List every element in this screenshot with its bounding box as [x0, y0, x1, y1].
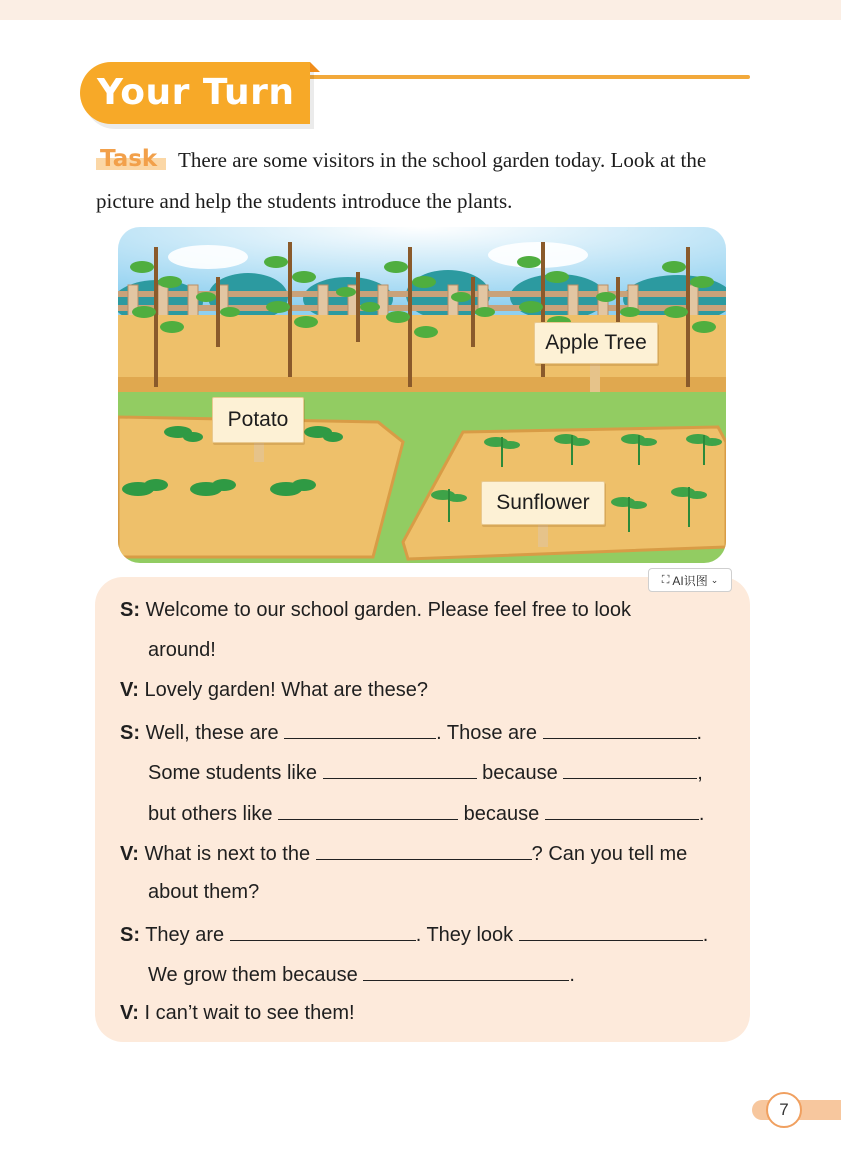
dialogue-text: because — [463, 803, 540, 825]
dialogue-line-6 — [148, 801, 704, 826]
dialogue-text: They are — [145, 924, 225, 946]
dialogue-text: . Those are — [436, 722, 537, 744]
dialogue-text: . — [698, 803, 705, 825]
answer-blank[interactable] — [316, 841, 532, 860]
dialogue-text: , — [697, 762, 703, 784]
garden-scene — [118, 227, 726, 563]
ai-recognize-button[interactable] — [648, 568, 732, 592]
answer-blank[interactable] — [284, 720, 436, 739]
speaker-label: S: — [120, 722, 140, 744]
heading-rule — [300, 75, 750, 79]
answer-blank[interactable] — [563, 760, 697, 779]
dialogue-line-3 — [120, 679, 428, 702]
speaker-label: V: — [120, 843, 139, 865]
task-instruction-line-2: picture and help the students introduce the plants. — [96, 189, 513, 213]
speaker-label: V: — [120, 679, 139, 701]
answer-blank[interactable] — [278, 801, 458, 820]
dialogue-text: . They look — [415, 924, 514, 946]
dialogue-text: Welcome to our school garden. Please feel free to look — [145, 599, 632, 621]
dialogue-line-9 — [120, 922, 708, 947]
dialogue-line-5 — [148, 760, 703, 785]
dialogue-text: ? Can you tell me — [531, 843, 688, 865]
dialogue-text: Some students like — [148, 762, 317, 784]
dialogue-text: Well, these are — [145, 722, 279, 744]
section-title: Your Turn — [97, 72, 295, 113]
dialogue-line-8 — [148, 881, 259, 904]
dialogue-line-4 — [120, 720, 702, 745]
dialogue-line-7 — [120, 841, 687, 866]
top-band — [0, 0, 841, 20]
dialogue-text: I can’t wait to see them! — [144, 1002, 355, 1024]
answer-blank[interactable] — [545, 801, 699, 820]
dialogue-line-10 — [148, 962, 575, 987]
speaker-label: S: — [120, 599, 140, 621]
dialogue-text: around! — [148, 639, 216, 661]
answer-blank[interactable] — [323, 760, 477, 779]
sign-apple-tree: Apple Tree — [534, 322, 658, 364]
dialogue-line-11 — [120, 1002, 355, 1025]
speaker-label: V: — [120, 1002, 139, 1024]
dialogue-text: We grow them because — [148, 964, 358, 986]
dialogue-text: about them? — [148, 881, 260, 903]
task-instruction-line-1: There are some visitors in the school garden today. Look at the — [178, 148, 707, 172]
dialogue-text: but others like — [148, 803, 273, 825]
dialogue-text: because — [482, 762, 558, 784]
task-tag — [96, 146, 166, 172]
answer-blank[interactable] — [230, 922, 416, 941]
dialogue-text: Lovely garden! What are these? — [144, 679, 428, 701]
sign-potato: Potato — [212, 397, 304, 443]
ai-recognize-label: AI识图 — [672, 573, 708, 588]
scan-icon: ⛶ — [661, 573, 670, 586]
dialogue-text: What is next to the — [144, 843, 311, 865]
answer-blank[interactable] — [543, 720, 697, 739]
answer-blank[interactable] — [519, 922, 703, 941]
sign-sunflower: Sunflower — [481, 481, 605, 525]
dialogue-text: . — [696, 722, 703, 744]
answer-blank[interactable] — [363, 962, 569, 981]
task-tag-label: Task — [100, 146, 158, 172]
dialogue-text: . — [569, 964, 575, 986]
dialogue-line-1 — [120, 599, 631, 622]
page-number: 7 — [766, 1092, 802, 1128]
dialogue-line-2 — [148, 639, 216, 662]
speaker-label: S: — [120, 924, 140, 946]
chevron-down-icon: ⌄ — [710, 574, 719, 585]
dialogue-text: . — [702, 924, 709, 946]
garden-illustration — [118, 227, 726, 563]
